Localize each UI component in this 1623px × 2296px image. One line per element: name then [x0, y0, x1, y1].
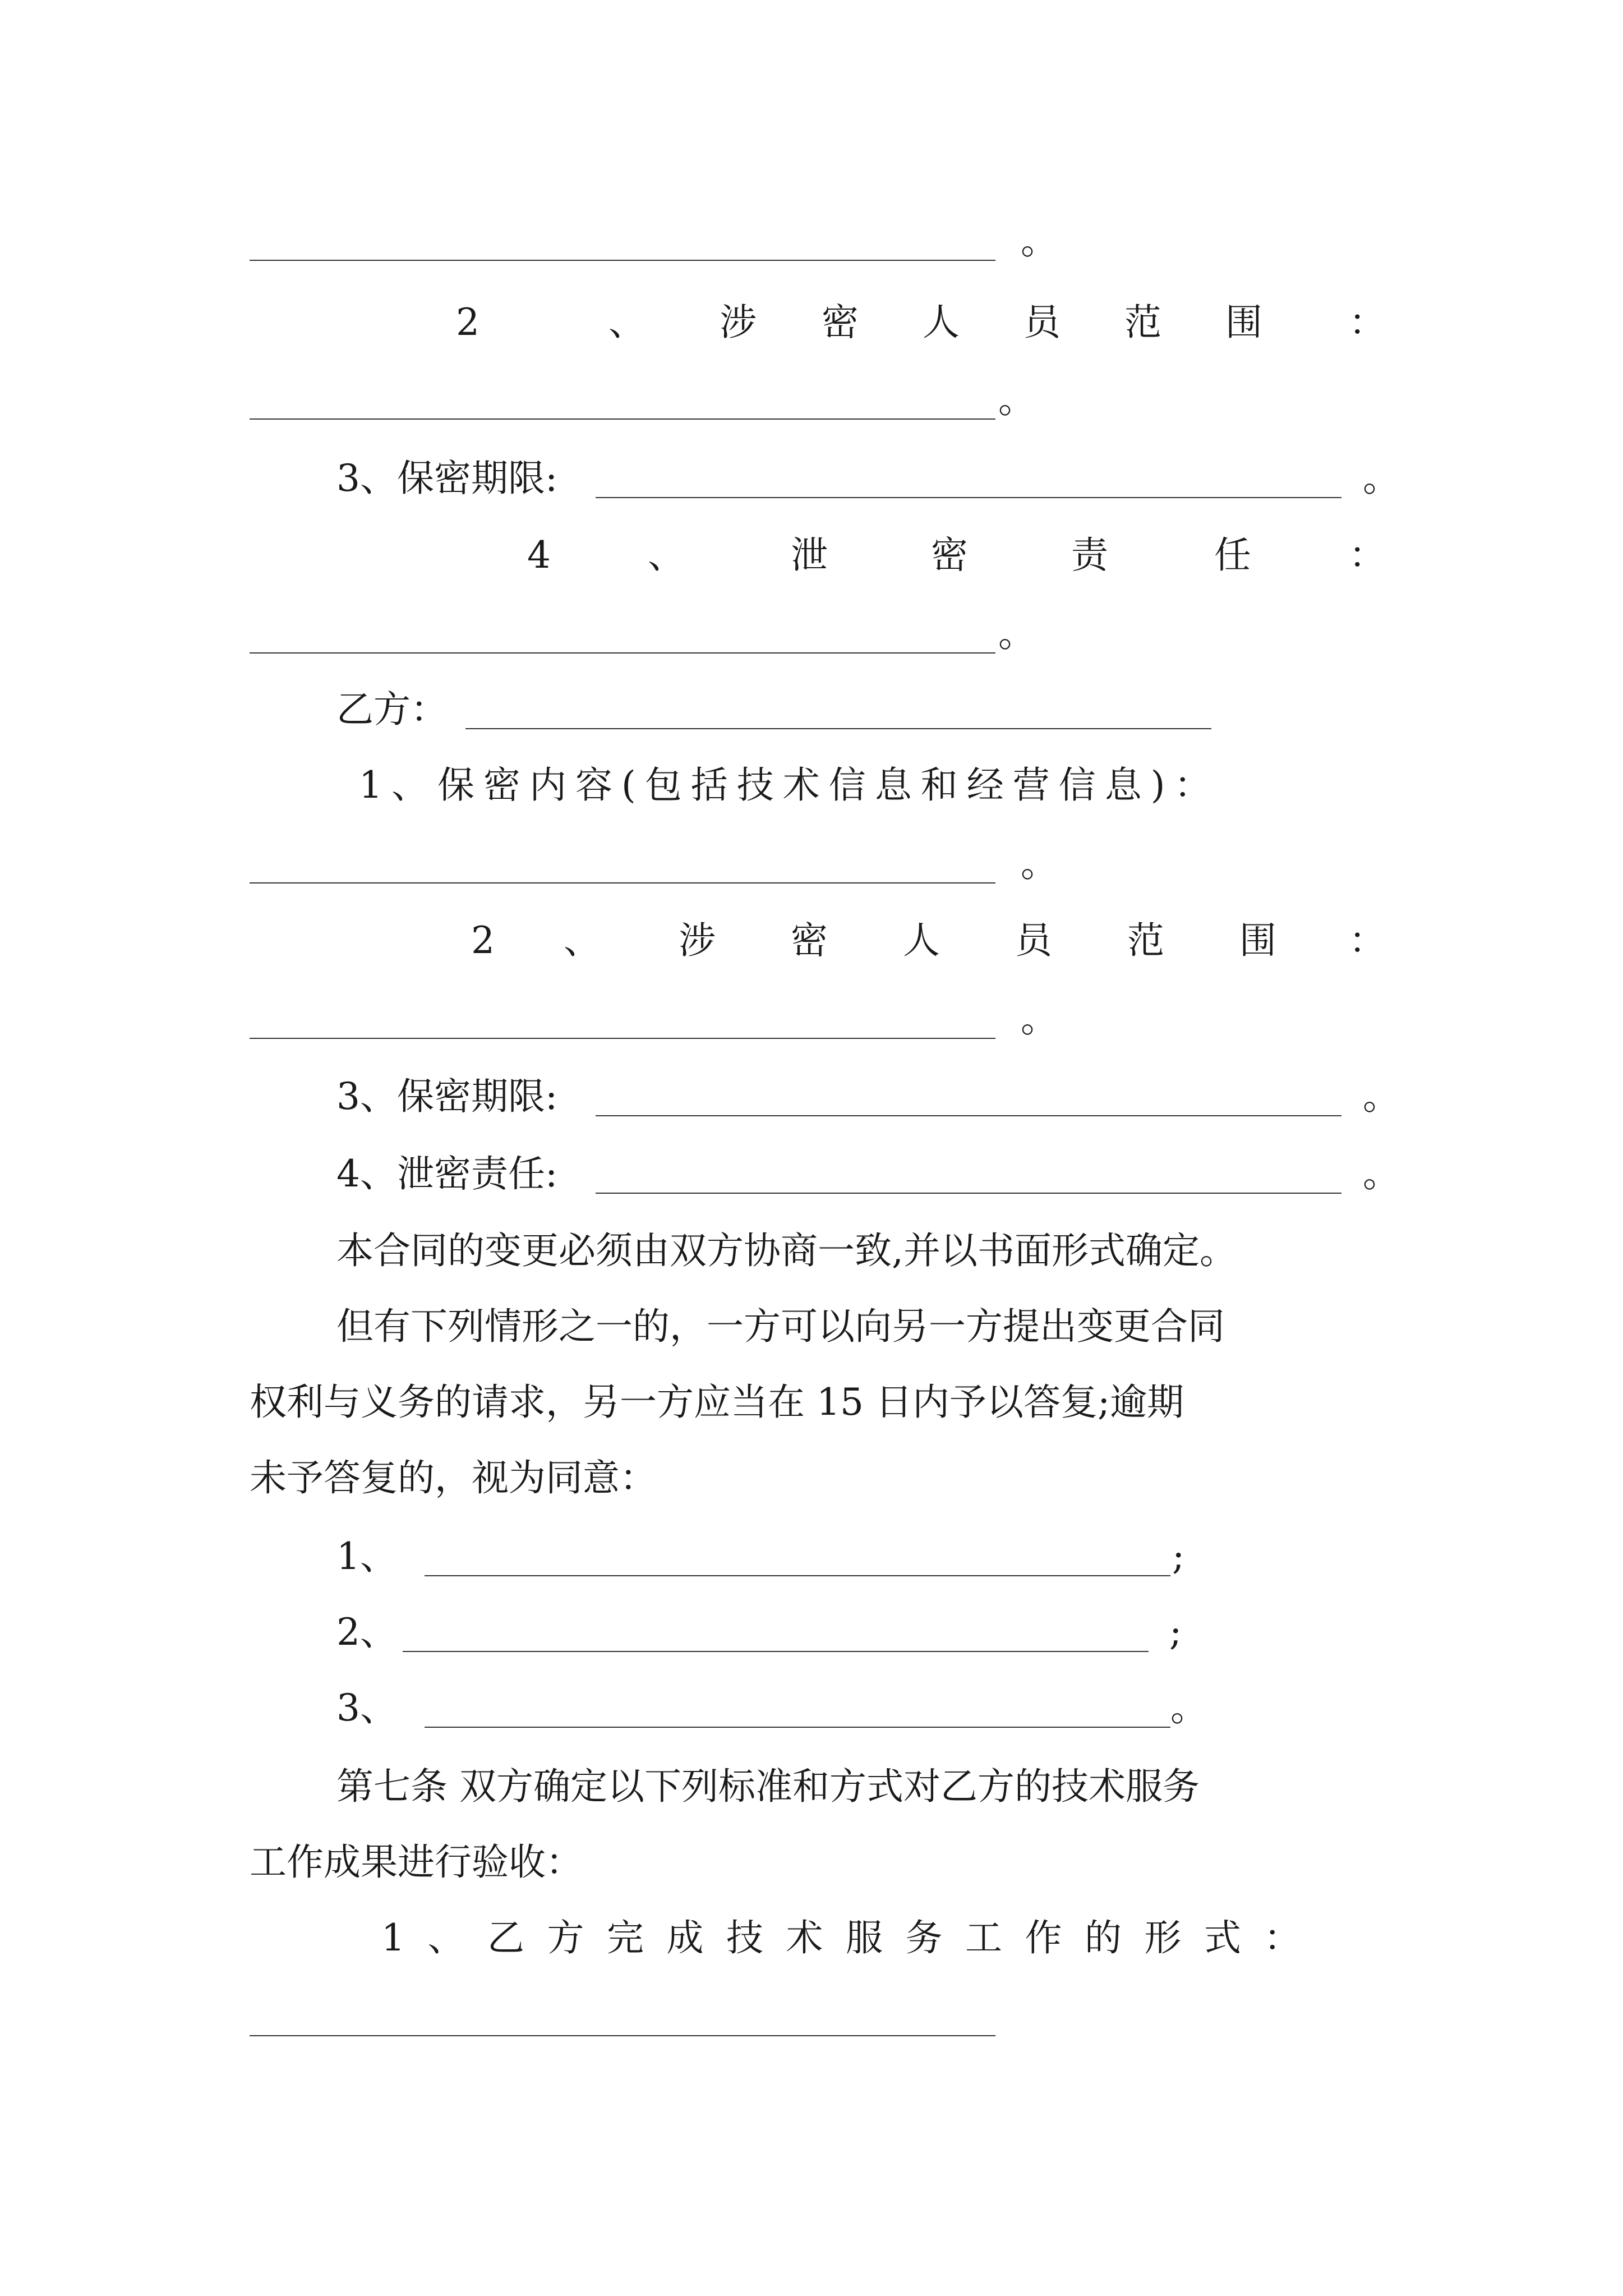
item-label: 1、 — [336, 1535, 397, 1578]
line-8-confidential-content — [359, 760, 1402, 811]
paragraph-amendment: 本合同的变更必须由双方协商一致,并以书面形式确定。 — [336, 1229, 1237, 1272]
fill-in-blank[interactable] — [250, 882, 995, 884]
item-number: 4 — [527, 533, 551, 577]
item-separator: 、 — [648, 533, 685, 577]
line-13-leak-liability — [336, 1149, 1402, 1199]
period: 。 — [1021, 842, 1058, 885]
period: 。 — [1363, 1152, 1400, 1195]
char: 密 — [791, 919, 828, 962]
char: 围 — [1239, 919, 1276, 962]
line-2-personnel-scope — [250, 297, 1388, 348]
period: 。 — [1021, 997, 1058, 1041]
fill-in-blank[interactable] — [596, 497, 1341, 498]
line-12-confidentiality-period — [336, 1071, 1402, 1122]
paragraph-change-request-line-2: 权利与义务的请求，另一方应当在 15 日内予以答复;逾期 — [250, 1381, 1184, 1424]
item-separator: 、 — [564, 919, 601, 962]
char: 范 — [1124, 301, 1161, 344]
fill-in-blank[interactable] — [403, 1651, 1149, 1652]
line-1 — [250, 216, 1388, 266]
char: 围 — [1225, 301, 1262, 344]
line-5-leak-liability — [250, 530, 1388, 581]
char: 员 — [1015, 919, 1052, 962]
colon: ： — [1349, 301, 1386, 344]
fill-in-blank[interactable] — [250, 1038, 995, 1039]
list-item-3 — [336, 1683, 1402, 1733]
line-9 — [250, 839, 1388, 889]
char: 责 — [1071, 533, 1108, 577]
party-b-label: 乙方： — [336, 688, 448, 731]
field-label: 1、保密内容(包括技术信息和经营信息)： — [359, 763, 1220, 807]
field-label: 3、保密期限: — [336, 1075, 558, 1118]
char: 密 — [931, 533, 968, 577]
list-item-2 — [336, 1607, 1402, 1658]
line-3 — [250, 375, 1388, 425]
item-number: 2 — [456, 301, 479, 344]
line-7-party-b — [336, 684, 1402, 735]
char: 涉 — [720, 301, 757, 344]
semicolon: ; — [1169, 1611, 1182, 1654]
period: 。 — [1170, 1686, 1207, 1729]
colon: ： — [1349, 919, 1386, 962]
line-final — [250, 1991, 1388, 2042]
line-6 — [250, 609, 1388, 659]
char: 人 — [903, 919, 940, 962]
paragraph-change-request-line-1: 但有下列情形之一的，一方可以向另一方提出变更合同 — [336, 1305, 1225, 1348]
char: 人 — [923, 301, 960, 344]
fill-in-blank[interactable] — [596, 1115, 1341, 1116]
fill-in-blank[interactable] — [250, 652, 995, 654]
field-label: 1、乙方完成技术服务工作的形式： — [381, 1916, 1324, 1959]
item-label: 2、 — [336, 1611, 397, 1654]
period: 。 — [1363, 1075, 1400, 1118]
char: 任 — [1214, 533, 1251, 577]
article-7-line-1: 第七条 双方确定以下列标准和方式对乙方的技术服务 — [336, 1765, 1200, 1808]
list-item-1 — [336, 1531, 1402, 1582]
line-4-confidentiality-period — [336, 453, 1402, 504]
fill-in-blank[interactable] — [250, 260, 995, 261]
fill-in-blank[interactable] — [250, 2035, 995, 2036]
char: 密 — [822, 301, 859, 344]
char: 员 — [1023, 301, 1061, 344]
fill-in-blank[interactable] — [250, 418, 995, 420]
item-separator: 、 — [608, 301, 645, 344]
line-11 — [250, 994, 1388, 1045]
field-label: 3、保密期限: — [336, 457, 558, 500]
fill-in-blank[interactable] — [596, 1193, 1341, 1194]
period: 。 — [998, 378, 1035, 421]
period: 。 — [1363, 457, 1400, 500]
char: 范 — [1127, 919, 1164, 962]
fill-in-blank[interactable] — [425, 1727, 1170, 1728]
fill-in-blank[interactable] — [425, 1575, 1170, 1576]
line-10-personnel-scope — [250, 915, 1388, 966]
char: 涉 — [679, 919, 716, 962]
period: 。 — [998, 612, 1035, 655]
semicolon: ; — [1172, 1535, 1185, 1578]
field-label: 4、泄密责任: — [336, 1152, 558, 1195]
article-7-line-2: 工作成果进行验收： — [250, 1841, 583, 1884]
line-service-form — [381, 1913, 1402, 1963]
fill-in-blank[interactable] — [465, 728, 1211, 729]
period: 。 — [1021, 219, 1058, 263]
paragraph-change-request-line-3: 未予答复的，视为同意： — [250, 1456, 657, 1499]
char: 泄 — [791, 533, 828, 577]
colon: ： — [1349, 533, 1386, 577]
item-label: 3、 — [336, 1686, 397, 1729]
item-number: 2 — [471, 919, 495, 962]
